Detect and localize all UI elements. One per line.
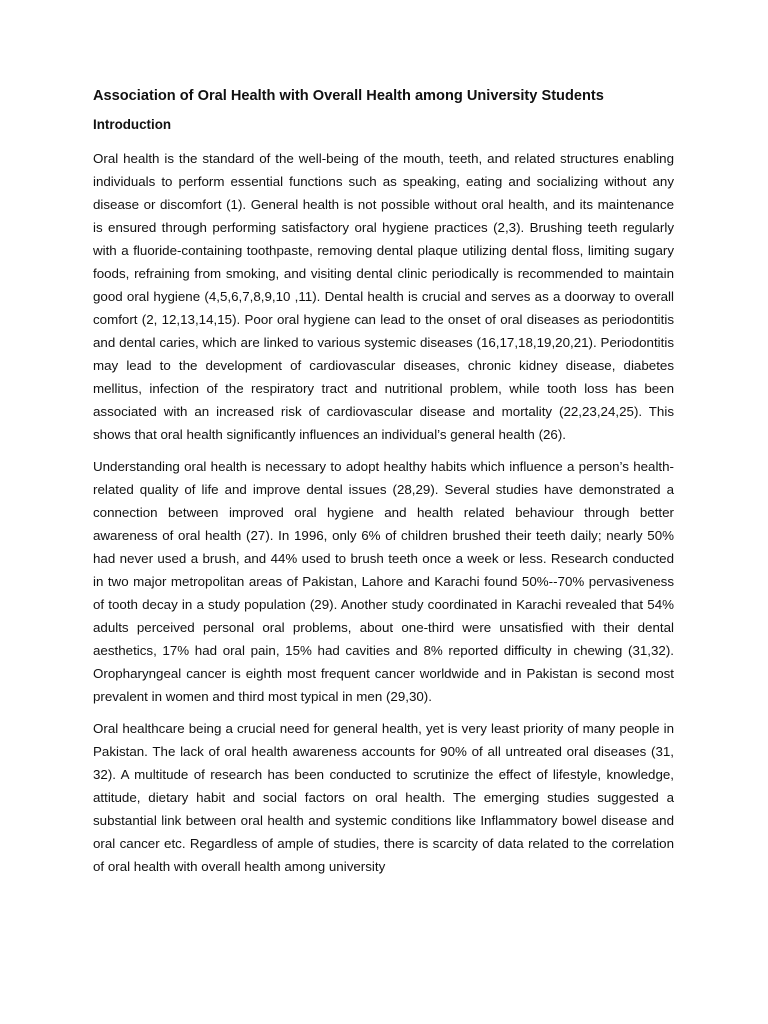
paragraph-2: Understanding oral health is necessary to adopt healthy habits which influence a person’s health-related quality of life and improve dental issues (28,29). Several studies have demonstrated a connection between improved oral hygiene and health related behaviour through better awareness of oral health (27). In 1996, only 6% of children brushed their teeth daily; nearly 50% had never used a brush, and 44% used to brush teeth once a week or less. Research conducted in two major metropolitan areas of Pakistan, Lahore and Karachi found 50%--70% pervasiveness of tooth decay in a study population (29). Another study coordinated in Karachi revealed that 54% adults perceived personal oral problems, about one-third were unsatisfied with their dental aesthetics, 17% had oral pain, 15% had cavities and 8% reported difficulty in chewing (31,32). Oropharyngeal cancer is eighth most frequent cancer worldwide and in Pakistan is second most prevalent in women and third most typical in men (29,30). [93,459,674,704]
document-page [93,86,674,887]
paragraph-3: Oral healthcare being a crucial need for general health, yet is very least priority of many people in Pakistan. The lack of oral health awareness accounts for 90% of all untreated oral diseases (31, 32). A multitude of research has been conducted to scrutinize the effect of lifestyle, knowledge, attitude, dietary habit and social factors on oral health. The emerging studies suggested a substantial link between oral health and systemic conditions like Inflammatory bowel disease and oral cancer etc. Regardless of ample of studies, there is scarcity of data related to the correlation of oral health with overall health among university [93,721,674,874]
document-title: Association of Oral Health with Overall Health among University Students [93,88,604,104]
paragraph-1: Oral health is the standard of the well-being of the mouth, teeth, and related structures enabling individuals to perform essential functions such as speaking, eating and socializing without any disease or discomfort (1). General health is not possible without oral health, and its maintenance is ensured through performing satisfactory oral hygiene practices (2,3). Brushing teeth regularly with a fluoride-containing toothpaste, removing dental plaque utilizing dental floss, limiting sugary foods, refraining from smoking, and visiting dental clinic periodically is recommended to maintain good oral hygiene (4,5,6,7,8,9,10 ,11). Dental health is crucial and serves as a doorway to overall comfort (2, 12,13,14,15). Poor oral hygiene can lead to the onset of oral diseases as periodontitis and dental caries, which are linked to various systemic diseases (16,17,18,19,20,21). Periodontitis may lead to the development of cardiovascular diseases, chronic kidney disease, diabetes mellitus, infection of the respiratory tract and nutritional problem, while tooth loss has been associated with an increased risk of cardiovascular disease and mortality (22,23,24,25). This shows that oral health significantly influences an individual’s general health (26). [93,151,674,442]
section-heading: Introduction [93,117,172,132]
